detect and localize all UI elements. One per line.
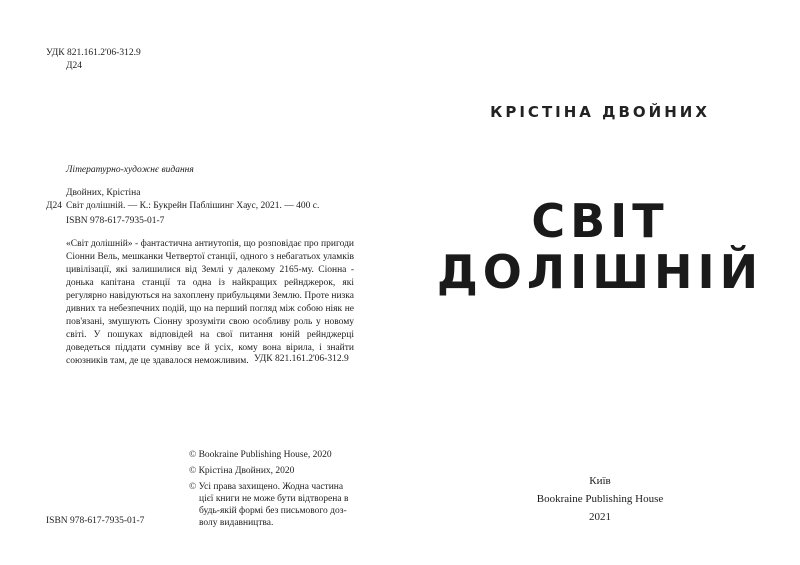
imprint-publisher: Bookraine Publishing House: [536, 493, 664, 505]
rights-line-4: волу видавництва.: [199, 518, 274, 528]
title-page: [400, 0, 800, 565]
copyright-author: © Крістіна Двойних, 2020: [189, 466, 295, 476]
imprint-year: 2021: [589, 511, 611, 523]
author-reversed: Двойних, Крістіна: [66, 188, 141, 198]
rights-line-3: будь-якій формі без письмового доз-: [199, 506, 347, 516]
copyright-publisher: © Bookraine Publishing House, 2020: [189, 450, 332, 460]
isbn-line: ISBN 978-617-7935-01-7: [66, 216, 165, 226]
annotation-text: «Світ долішній» - фантастична антиутопія, що розповідає про пригоди Сіонни Вель, мешканки Четвертої станції, одного з небагатьох уламків цивілізації, які залишилися від Землі у далекому 2165-му. Сіонна - донька капітана станції та одна із найкращих рейнджерок, які регулярно навідуються на захоплену прибульцями Землю. Проте низка дивних та небезпечних подій, що на перший погляд між собою ніяк не пов'язані, змушують Сіонну зрозуміти свою особливу роль у новому світі. У пошуках відповідей на свої питання юній рейнджерці доведеться піддати сумніву все й усіх, кому вона вірила, і знайти союзників там, де це здавалося неможливим.: [66, 239, 354, 366]
book-author: КРІСТІНА ДВОЙНИХ: [490, 103, 710, 121]
bibliographic-line: Світ долішній. — К.: Букрейн Паблішинг Хаус, 2021. — 400 с.: [66, 201, 320, 211]
imprint-city: Київ: [589, 475, 611, 487]
edition-type: Літературно-художнє видання: [66, 165, 194, 175]
book-title-line-1: СВІТ: [531, 194, 669, 248]
udc-code-top: УДК 821.161.2'06-312.9: [46, 48, 141, 58]
author-mark-side: Д24: [46, 201, 62, 211]
rights-line-1: © Усі права захищено. Жодна частина: [189, 482, 344, 492]
rights-line-2: цієї книги не може бути відтворена в: [199, 494, 349, 504]
udc-code-bottom: УДК 821.161.2'06-312.9: [254, 354, 349, 364]
author-mark-top: Д24: [66, 61, 82, 71]
book-title-line-2: ДОЛІШНІЙ: [436, 245, 764, 299]
isbn-bottom: ISBN 978-617-7935-01-7: [46, 516, 145, 526]
